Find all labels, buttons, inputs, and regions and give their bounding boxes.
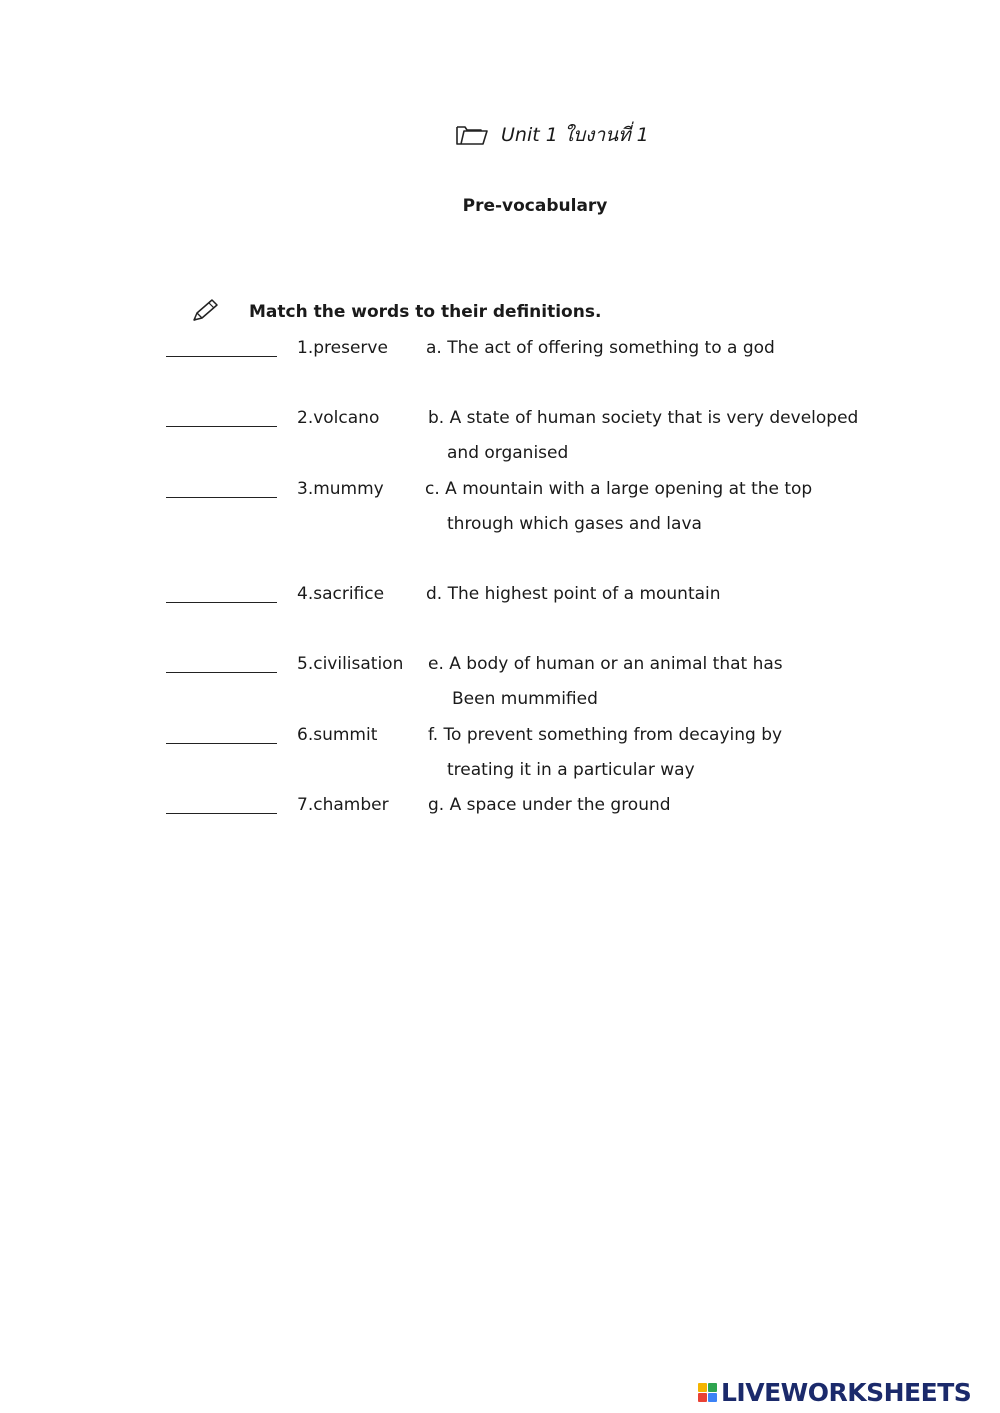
title-row (455, 120, 649, 150)
word-sacrifice: 4.sacrifice (297, 584, 385, 604)
answer-blank-1[interactable] (166, 336, 277, 357)
logo-block (708, 1393, 717, 1402)
word-preserve: 1.preserve (297, 338, 388, 358)
unit-title: Unit 1 ใบงานที่ 1 (501, 124, 649, 146)
logo-block (698, 1383, 707, 1392)
word-volcano: 2.volcano (297, 408, 380, 428)
liveworksheets-logo (698, 1378, 971, 1407)
definition-f-cont: treating it in a particular way (447, 760, 695, 780)
logo-blocks-icon (698, 1383, 717, 1402)
instruction-icon-row (190, 298, 220, 324)
word-mummy: 3.mummy (297, 479, 384, 499)
definition-g: g. A space under the ground (428, 795, 671, 815)
word-civilisation: 5.civilisation (297, 654, 404, 674)
word-chamber: 7.chamber (297, 795, 389, 815)
answer-blank-4[interactable] (166, 582, 277, 603)
answer-blank-5[interactable] (166, 652, 277, 673)
word-summit: 6.summit (297, 725, 378, 745)
definition-d: d. The highest point of a mountain (426, 584, 721, 604)
definition-b-cont: and organised (447, 443, 569, 463)
answer-blank-6[interactable] (166, 723, 277, 744)
definition-e-cont: Been mummified (452, 689, 598, 709)
logo-block (708, 1383, 717, 1392)
definition-e: e. A body of human or an animal that has (428, 654, 783, 674)
page-subtitle: Pre-vocabulary (462, 196, 608, 216)
answer-blank-2[interactable] (166, 406, 277, 427)
answer-blank-3[interactable] (166, 477, 277, 498)
definition-c: c. A mountain with a large opening at the top (425, 479, 813, 499)
logo-block (698, 1393, 707, 1402)
instruction-text: Match the words to their definitions. (249, 302, 602, 322)
answer-blank-7[interactable] (166, 793, 277, 814)
pencil-icon (190, 298, 220, 324)
logo-text: LIVEWORKSHEETS (721, 1378, 972, 1407)
definition-b: b. A state of human society that is very developed (428, 408, 859, 428)
folder-icon (455, 123, 489, 147)
definition-a: a. The act of offering something to a god (426, 338, 775, 358)
definition-c-cont: through which gases and lava (447, 514, 702, 534)
definition-f: f. To prevent something from decaying by (428, 725, 783, 745)
